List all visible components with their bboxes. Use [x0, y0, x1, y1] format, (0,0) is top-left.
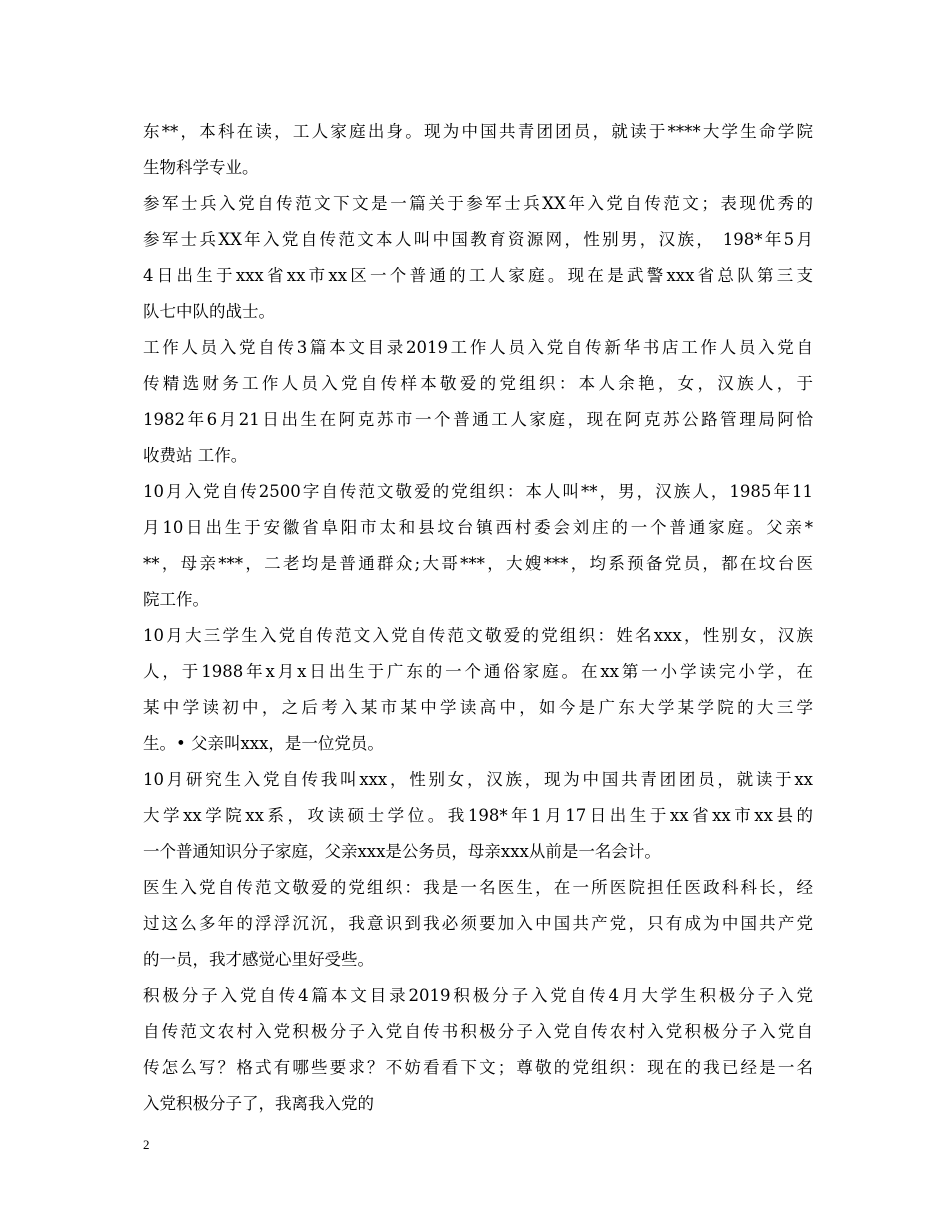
text-line: 人，于1988年x月x日出生于广东的一个通俗家庭。在xx第一小学读完小学，在	[143, 662, 813, 681]
text-line: 积极分子入党自传4篇本文目录2019积极分子入党自传4月大学生积极分子入党	[143, 986, 813, 1005]
text-line: 参军士兵入党自传范文下文是一篇关于参军士兵XX年入党自传范文；表现优秀的	[143, 194, 813, 213]
text-line: 队七中队的战士。	[143, 302, 275, 321]
text-line: 1982年6月21日出生在阿克苏市一个普通工人家庭，现在阿克苏公路管理局阿恰	[143, 410, 813, 429]
text-line: 传怎么写？格式有哪些要求？不妨看看下文；尊敬的党组织：现在的我已经是一名	[143, 1058, 813, 1077]
text-line: 东**，本科在读，工人家庭出身。现为中国共青团团员，就读于****大学生命学院	[143, 122, 813, 141]
text-line: 月10日出生于安徽省阜阳市太和县坟台镇西村委会刘庄的一个普通家庭。父亲*	[143, 518, 813, 537]
text-line: 院工作。	[143, 590, 209, 609]
text-line: 生物科学专业。	[143, 158, 259, 177]
text-line: 一个普通知识分子家庭，父亲xxx是公务员，母亲xxx从前是一名会计。	[143, 842, 661, 861]
text-line: 10月大三学生入党自传范文入党自传范文敬爱的党组织：姓名xxx，性别女，汉族	[143, 626, 813, 645]
text-line: 10月研究生入党自传我叫xxx，性别女，汉族，现为中国共青团团员，就读于xx	[143, 770, 813, 789]
text-line: 大学xx学院xx系，攻读硕士学位。我198*年1月17日出生于xx省xx市xx县的	[143, 806, 813, 825]
text-line: 工作人员入党自传3篇本文目录2019工作人员入党自传新华书店工作人员入党自	[143, 338, 813, 357]
text-line: 入党积极分子了，我离我入党的	[143, 1094, 374, 1113]
text-line: 4日出生于xxx省xx市xx区一个普通的工人家庭。现在是武警xxx省总队第三支	[143, 266, 813, 285]
text-line: 生。• 父亲叫xxx，是一位党员。	[143, 734, 384, 753]
text-line: 某中学读初中，之后考入某市某中学读高中，如今是广东大学某学院的大三学	[143, 698, 813, 717]
text-line: 参军士兵XX年入党自传范文本人叫中国教育资源网，性别男，汉族， 198*年5月	[143, 230, 813, 249]
text-line: 医生入党自传范文敬爱的党组织：我是一名医生，在一所医院担任医政科科长，经	[143, 878, 813, 897]
body-text	[143, 114, 813, 1122]
text-line: 收费站 工作。	[143, 446, 248, 465]
text-line: 自传范文农村入党积极分子入党自传书积极分子入党自传农村入党积极分子入党自	[143, 1022, 813, 1041]
text-line: 10月入党自传2500字自传范文敬爱的党组织：本人叫**，男，汉族人，1985年11	[143, 482, 813, 501]
text-line: 的一员，我才感觉心里好受些。	[143, 950, 374, 969]
page-number: 2	[143, 1137, 150, 1152]
text-line: 传精选财务工作人员入党自传样本敬爱的党组织：本人余艳，女，汉族人，于	[143, 374, 813, 393]
text-line: **，母亲***，二老均是普通群众;大哥***，大嫂***，均系预备党员，都在坟台医	[143, 554, 813, 573]
text-line: 过这么多年的浮浮沉沉，我意识到我必须要加入中国共产党，只有成为中国共产党	[143, 914, 813, 933]
